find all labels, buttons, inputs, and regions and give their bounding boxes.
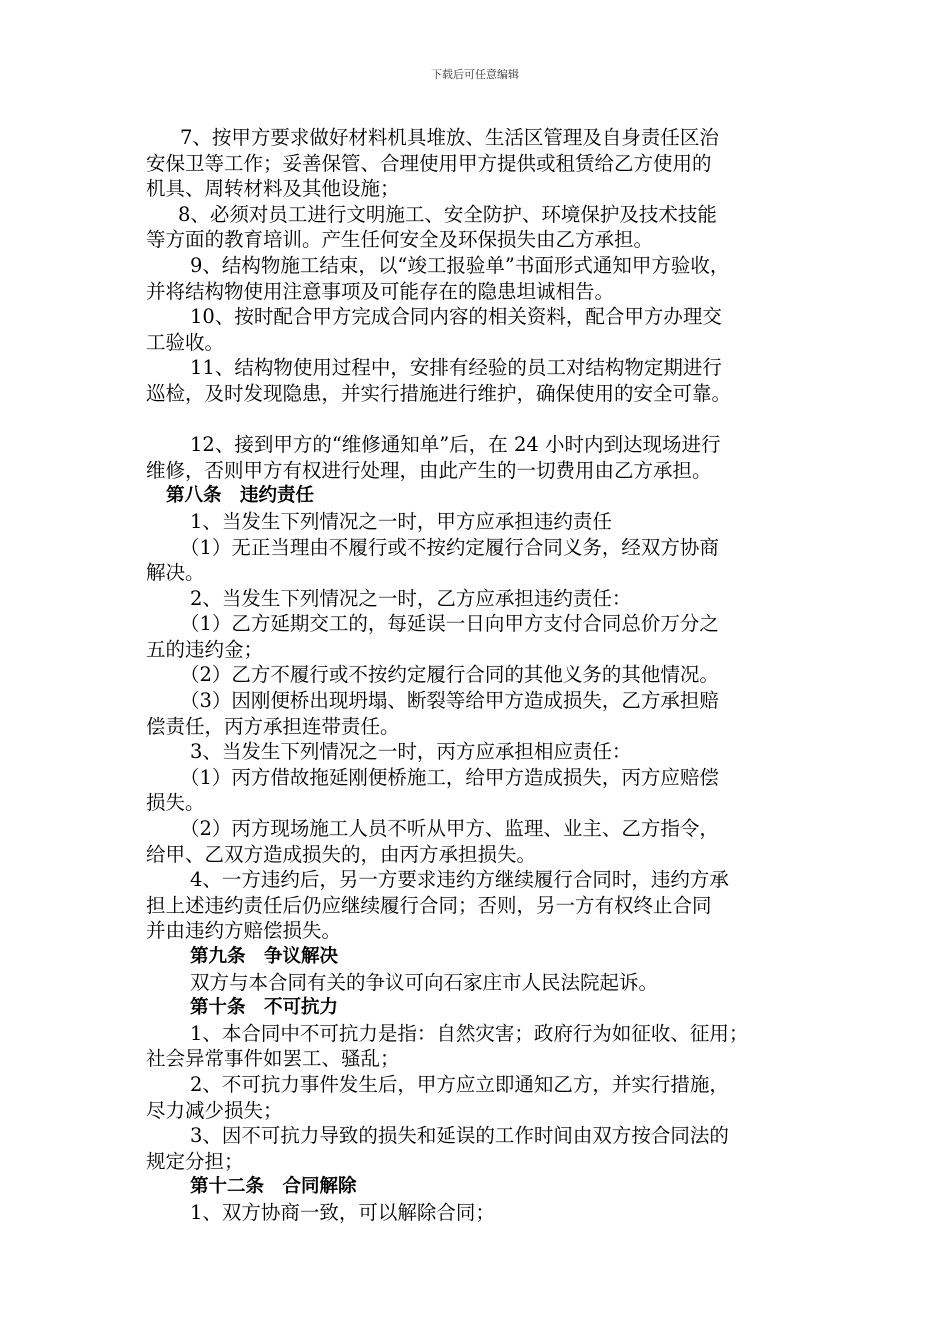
text-line: 3、当发生下列情况之一时，丙方应承担相应责任： xyxy=(190,740,632,764)
text-line: 给甲、乙双方造成损失的，由丙方承担损失。 xyxy=(146,842,537,866)
text-line: 巡检，及时发现隐患，并实行措施进行维护，确保使用的安全可靠。 xyxy=(146,381,732,405)
text-line: 2、当发生下列情况之一时，乙方应承担违约责任： xyxy=(190,586,632,610)
text-line: 7、按甲方要求做好材料机具堆放、生活区管理及自身责任区治 xyxy=(180,126,719,149)
text-line: 11、结构物使用过程中，安排有经验的员工对结构物定期进行 xyxy=(190,356,722,380)
text-line: （3）因刚便桥出现坍塌、断裂等给甲方造成损失，乙方承担赔 xyxy=(180,689,719,713)
text-line: 1、当发生下列情况之一时，甲方应承担违约责任 xyxy=(190,509,612,533)
text-line: 4、一方违约后，另一方要求违约方继续履行合同时，违约方承 xyxy=(190,868,729,892)
section-heading: 第九条 争议解决 xyxy=(190,946,339,967)
text-line: （1）无正当理由不履行或不按约定履行合同义务，经双方协商 xyxy=(180,535,719,559)
text-line: 2、不可抗力事件发生后，甲方应立即通知乙方，并实行措施， xyxy=(190,1072,729,1096)
section-heading: 第十条 不可抗力 xyxy=(190,997,339,1019)
text-line: 并将结构物使用注意事项及可能存在的隐患坦诚相告。 xyxy=(146,279,615,303)
text-line: 规定分担； xyxy=(146,1149,244,1173)
text-line: 10、按时配合甲方完成合同内容的相关资料，配合甲方办理交 xyxy=(190,305,722,329)
text-line: 并由违约方赔偿损失。 xyxy=(146,919,342,943)
text-line: 等方面的教育培训。产生任何安全及环保损失由乙方承担。 xyxy=(146,228,654,252)
text-line: （2）丙方现场施工人员不听从甲方、监理、业主、乙方指令， xyxy=(180,817,719,841)
section-heading: 第十二条 合同解除 xyxy=(190,1176,357,1198)
text-line: 担上述违约责任后仍应继续履行合同；否则，另一方有权终止合同 xyxy=(146,893,712,917)
text-line: 1、双方协商一致，可以解除合同； xyxy=(190,1200,495,1224)
text-line: （2）乙方不履行或不按约定履行合同的其他义务的其他情况。 xyxy=(180,663,719,687)
document-body xyxy=(146,125,822,1226)
text-line: 安保卫等工作；妥善保管、合理使用甲方提供或租赁给乙方使用的 xyxy=(146,151,712,175)
page-header: 下载后可任意编辑 xyxy=(431,68,519,81)
text-line: 五的违约金； xyxy=(146,637,264,661)
text-line: 12、接到甲方的“维修通知单”后，在 24 小时内到达现场进行 xyxy=(190,433,721,457)
text-line: 社会异常事件如罢工、骚乱； xyxy=(146,1047,400,1071)
text-line: 1、本合同中不可抗力是指：自然灾害；政府行为如征收、征用； xyxy=(190,1021,749,1045)
text-line: 双方与本合同有关的争议可向石家庄市人民法院起诉。 xyxy=(190,970,659,994)
text-line: 9、结构物施工结束，以“竣工报验单”书面形式通知甲方验收， xyxy=(190,253,730,277)
text-line: 8、必须对员工进行文明施工、安全防护、环境保护及技术技能 xyxy=(178,202,717,226)
text-line: （1）丙方借故拖延刚便桥施工，给甲方造成损失，丙方应赔偿 xyxy=(180,765,719,789)
text-line: 偿责任，丙方承担连带责任。 xyxy=(146,714,400,738)
text-line: 维修，否则甲方有权进行处理，由此产生的一切费用由乙方承担。 xyxy=(146,458,712,482)
text-line xyxy=(146,407,822,433)
text-line: （1）乙方延期交工的，每延误一日向甲方支付合同总价万分之 xyxy=(180,612,719,636)
text-line: 机具、周转材料及其他设施； xyxy=(146,177,400,201)
text-line: 尽力减少损失； xyxy=(146,1098,283,1122)
text-line: 工验收。 xyxy=(146,330,225,354)
section-heading: 第八条 违约责任 xyxy=(166,485,315,507)
text-line: 3、因不可抗力导致的损失和延误的工作时间由双方按合同法的 xyxy=(190,1124,729,1148)
text-line: 解决。 xyxy=(146,561,205,585)
text-line: 损失。 xyxy=(146,791,205,815)
